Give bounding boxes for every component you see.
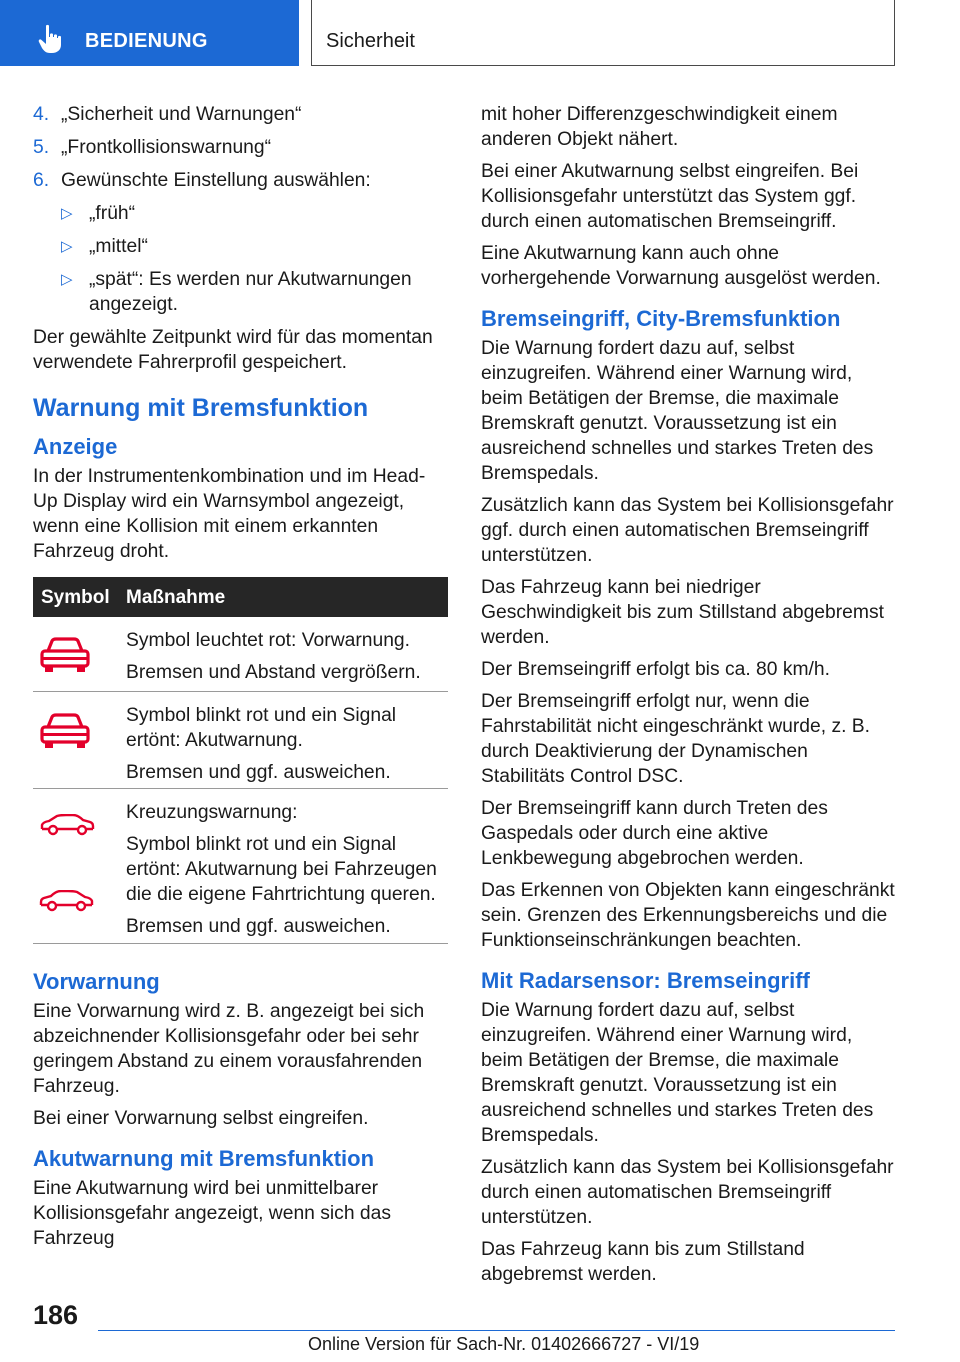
paragraph: Zusätzlich kann das System bei Kollisionsgefahr ggf. durch einen automatischen Bremseingriff unterstützen. (481, 495, 894, 566)
option-item (61, 234, 448, 259)
paragraph: Das Fahrzeug kann bis zum Stillstand abgebremst werden. (481, 1239, 805, 1285)
step-number: 5. (33, 137, 50, 158)
column-header-massnahme: Maßnahme (126, 586, 226, 608)
paragraph: Eine Akutwarnung kann auch ohne vorhergehende Vorwarnung ausgelöst werden. (481, 243, 881, 289)
footer-online-version: Online Version für Sach-Nr. 01402666727 - VI/19 (308, 1334, 700, 1354)
paragraph: Der gewählte Zeitpunkt wird für das momentan verwendete Fahrerprofil gespeichert. (33, 327, 433, 373)
heading-vorwarnung: Vorwarnung (33, 969, 160, 994)
step-number: 4. (33, 104, 50, 125)
heading-anzeige: Anzeige (33, 434, 118, 459)
table-cell-text: Bremsen und ggf. ausweichen. (126, 762, 391, 783)
triangle-bullet-icon: ▷ (61, 271, 73, 288)
chapter-tab[interactable] (0, 0, 299, 66)
page-number: 186 (33, 1300, 79, 1330)
table-cell-text: Bremsen und ggf. ausweichen. (126, 916, 391, 937)
step-item (33, 102, 448, 127)
table-row (33, 692, 448, 789)
table-cell-text: Kreuzungswarnung: (126, 802, 298, 823)
table-row (33, 789, 448, 944)
triangle-bullet-icon: ▷ (61, 238, 73, 255)
option-text: „früh“ (89, 203, 136, 224)
triangle-bullet-icon: ▷ (61, 205, 73, 222)
paragraph: Bei einer Akutwarnung selbst eingreifen. Bei Kollisionsgefahr unterstützt das System ggf. durch einen automatischen Bremseingriff. (481, 161, 859, 232)
paragraph: In der Instrumentenkombination und im Head-Up Display wird ein Warnsymbol angezeigt, wenn eine Kollision mit einem erkannten Fahrzeug droht. (33, 466, 426, 562)
symbol-table (33, 577, 448, 944)
paragraph: Das Erkennen von Objekten kann eingeschränkt sein. Grenzen des Erkennungsbereichs und die Funktionseinschränkungen beachten. (481, 880, 895, 951)
table-cell-text: Symbol blinkt rot und ein Signal ertönt: Akutwarnung bei Fahrzeugen die die eigene Fahrtrichtung queren. (126, 834, 437, 905)
paragraph: Die Warnung fordert dazu auf, selbst einzugreifen. Während einer Warnung wird, beim Betätigen der Bremse, die maximale Bremskraft genutzt. Voraussetzung ist ein ausreichend schnelles und starkes Treten des Bremspedals. (481, 1000, 874, 1146)
paragraph: Der Bremseingriff erfolgt bis ca. 80 km/h. (481, 659, 830, 680)
pointing-hand-icon (38, 24, 64, 54)
paragraph: Eine Vorwarnung wird z. B. angezeigt bei sich abzeichnender Kollisionsgefahr oder bei sehr geringem Abstand zu einem vorausfahrenden Fahrzeug. (33, 1001, 425, 1097)
step-text: „Frontkollisionswarnung“ (61, 137, 272, 158)
heading-radarsensor: Mit Radarsensor: Bremseingriff (481, 968, 810, 993)
right-column (481, 102, 895, 1294)
heading-akutwarnung: Akutwarnung mit Bremsfunktion (33, 1146, 375, 1171)
column-header-symbol: Symbol (41, 586, 110, 608)
option-text: „spät“: Es werden nur Akutwarnungen angezeigt. (89, 269, 412, 315)
left-column (33, 102, 448, 1258)
step-item (33, 168, 448, 193)
paragraph: Eine Akutwarnung wird bei unmittelbarer Kollisionsgefahr angezeigt, wenn sich das Fahrzeug (33, 1178, 391, 1249)
paragraph: Der Bremseingriff erfolgt nur, wenn die Fahrstabilität nicht eingeschränkt wurde, z. B. durch Deaktivierung der Dynamischen Stabilitäts Control DSC. (481, 691, 871, 787)
heading-city-bremsfunktion: Bremseingriff, City-Bremsfunktion (481, 306, 841, 331)
paragraph: Der Bremseingriff kann durch Treten des Gaspedals oder durch eine aktive Lenkbewegung abgebrochen werden. (481, 798, 828, 869)
paragraph: Zusätzlich kann das System bei Kollisionsgefahr durch einen automatischen Bremseingriff unterstützen. (481, 1157, 894, 1228)
paragraph: Bei einer Vorwarnung selbst eingreifen. (33, 1108, 369, 1129)
paragraph: Die Warnung fordert dazu auf, selbst einzugreifen. Während einer Warnung wird, beim Betätigen der Bremse, die maximale Bremskraft genutzt. Voraussetzung ist ein ausreichend schnelles und starkes Treten des Bremspedals. (481, 338, 874, 484)
table-row (33, 617, 448, 692)
step-number: 6. (33, 170, 50, 191)
footer-divider (98, 1330, 895, 1331)
step-text: Gewünschte Einstellung auswählen: (61, 170, 371, 191)
table-cell-text: Symbol leuchtet rot: Vorwarnung. (126, 630, 411, 651)
option-item (61, 201, 448, 226)
step-item (33, 135, 448, 160)
car-side-warning-icon (39, 890, 95, 912)
car-front-warning-icon (39, 636, 91, 676)
table-cell-text: Bremsen und Abstand vergrößern. (126, 662, 421, 683)
paragraph: Das Fahrzeug kann bei niedriger Geschwindigkeit bis zum Stillstand abgebremst werden. (481, 577, 884, 648)
table-cell-text: Symbol blinkt rot und ein Signal ertönt: Akutwarnung. (126, 705, 397, 751)
heading-warnung-bremsfunktion: Warnung mit Bremsfunktion (33, 394, 369, 422)
option-item (61, 267, 448, 317)
chapter-label: BEDIENUNG (85, 30, 208, 52)
paragraph: mit hoher Differenzgeschwindigkeit einem anderen Objekt nähert. (481, 104, 838, 150)
option-text: „mittel“ (89, 236, 148, 257)
section-title: Sicherheit (326, 30, 415, 52)
table-header (33, 577, 448, 617)
car-front-warning-icon (39, 712, 91, 752)
car-side-warning-icon (39, 814, 95, 836)
step-text: „Sicherheit und Warnungen“ (61, 104, 302, 125)
